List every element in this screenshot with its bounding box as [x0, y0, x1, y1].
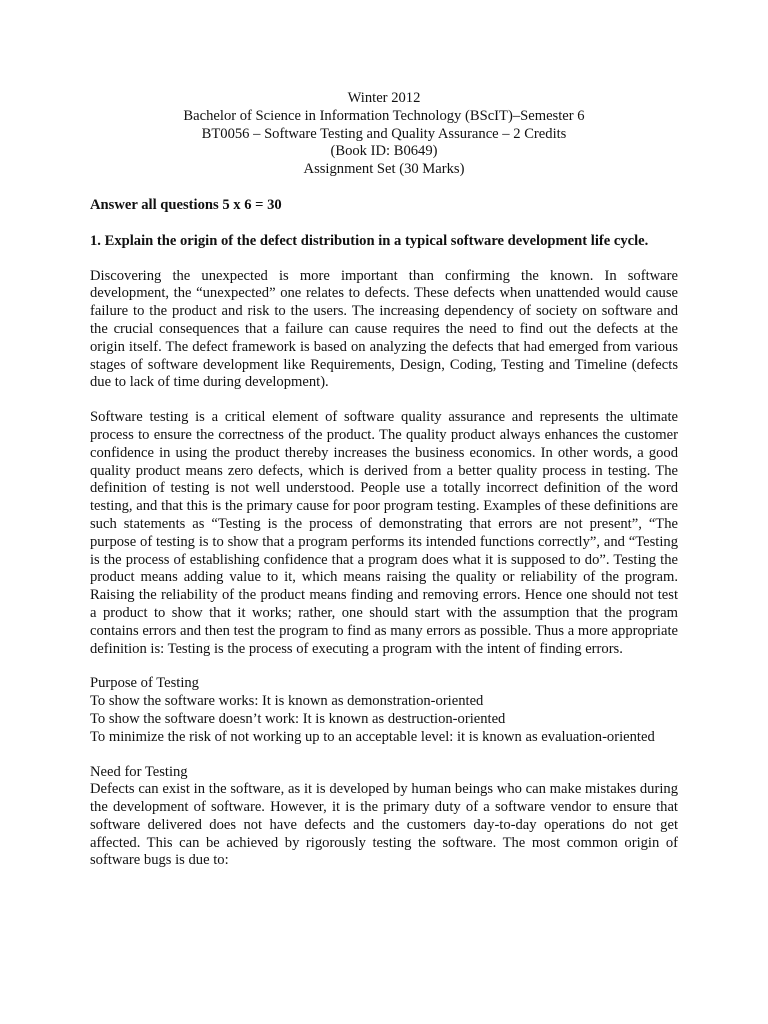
paragraph-software-testing: Software testing is a critical element of software quality assurance and represents the ultimate process to ensure the correctness of the product. The quality product always enhances the customer confidence in using the product thereby increases the business economics. In other words, a good quality product means zero defects, which is derived from a better quality process in testing. The definition of testing is not well understood. People use a totally incorrect definition of the word testing, and that this is the primary cause for poor program testing. Examples of these definitions are such statements as “Testing is the process of demonstrating that errors are not present”, “The purpose of testing is to show that a program performs its intended functions correctly”, and “Testing is the process of establishing confidence that a program does what it is supposed to do”. Testing the product means adding value to it, which means raising the quality or reliability of the program. Raising the reliability of the product means finding and removing errors. Hence one should not test a product to show that it works; rather, one should start with the assumption that the program contains errors and then test the program to find as many errors as possible. Thus a more appropriate definition is: Testing is the process of executing a program with the intent of finding errors.: [90, 409, 678, 657]
purpose-section: [90, 675, 678, 746]
purpose-item: To minimize the risk of not working up to an acceptable level: it is known as evaluation-oriented: [90, 728, 655, 745]
paragraph-defects: Discovering the unexpected is more important than confirming the known. In software development, the “unexpected” one relates to defects. These defects when unattended would cause failure to the product and risk to the users. The increasing dependency of society on software and the crucial consequences that a failure can cause requires the need to find out the defects at the origin itself. The defect framework is based on analyzing the defects that had emerged from various stages of software development like Requirements, Design, Coding, Testing and Timeline (defects due to lack of time during development).: [90, 267, 678, 391]
header-book-id: (Book ID: B0649): [330, 143, 438, 160]
document-header: [90, 90, 678, 179]
header-term: Winter 2012: [347, 90, 421, 106]
purpose-item: To show the software doesn’t work: It is known as destruction-oriented: [90, 710, 506, 727]
purpose-item: To show the software works: It is known as demonstration-oriented: [90, 693, 484, 710]
purpose-title: Purpose of Testing: [90, 675, 199, 692]
header-assignment: Assignment Set (30 Marks): [303, 161, 465, 178]
document-page: [90, 90, 678, 887]
question-heading: 1. Explain the origin of the defect distribution in a typical software development life cycle.: [90, 232, 649, 249]
need-title: Need for Testing: [90, 763, 188, 780]
header-course: BT0056 – Software Testing and Quality Assurance – 2 Credits: [201, 125, 567, 142]
instruction-text: Answer all questions 5 x 6 = 30: [90, 196, 282, 213]
header-program: Bachelor of Science in Information Technology (BScIT)–Semester 6: [183, 107, 585, 124]
need-section: [90, 764, 678, 871]
need-paragraph: Defects can exist in the software, as it is developed by human beings who can make mistakes during the development of software. However, it is the primary duty of a software vendor to ensure that software delivered does not have defects and the customers day-to-day operations do not get affected. This can be achieved by rigorously testing the software. The most common origin of software bugs is due to:: [90, 781, 678, 869]
